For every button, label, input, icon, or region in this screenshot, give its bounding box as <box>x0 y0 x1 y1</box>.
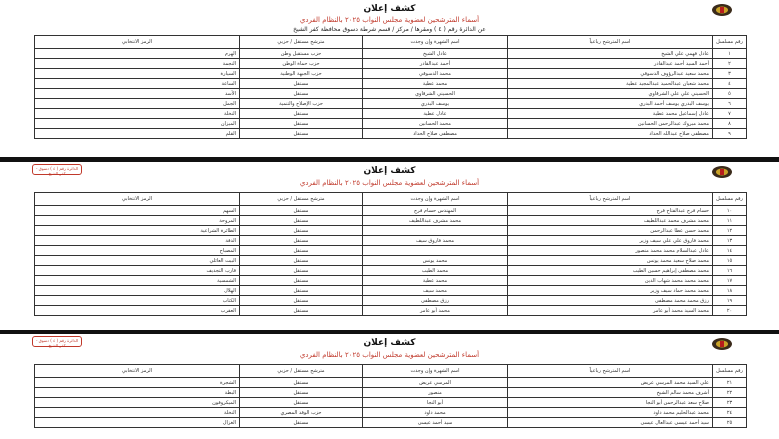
cell-name: محمد فاروق علي علي سيف وزير <box>508 236 713 246</box>
cell-symbol: الطائرة الشراعية <box>35 226 240 236</box>
cell-affiliation: حزب حماة الوطن <box>240 59 363 69</box>
cell-symbol: المروحة <box>35 216 240 226</box>
table-row <box>35 398 747 408</box>
cell-affiliation: مستقل <box>240 418 363 428</box>
table-row <box>35 129 747 139</box>
table-row <box>35 296 747 306</box>
table-row <box>35 246 747 256</box>
cell-name: أشرف محمد سالم الشيخ <box>508 388 713 398</box>
cell-num: ٢٣ <box>713 398 747 408</box>
cell-affiliation: مستقل <box>240 206 363 216</box>
cell-name: عادل إسماعيل محمد عطية <box>508 109 713 119</box>
header-symbol: الرمز الانتخابي <box>35 193 240 206</box>
header-name: اسم المترشح رباعياً <box>508 36 713 49</box>
cell-symbol: السهم <box>35 206 240 216</box>
cell-fame: محمد الدسوقي <box>363 69 508 79</box>
candidates-table-1 <box>34 35 747 139</box>
district-stamp: الدائرة رقم ( ٤ ) دسوق - كفر الشيخ <box>32 164 82 175</box>
table-row <box>35 256 747 266</box>
header-affiliation: مترشح مستقل / حزبي <box>240 365 363 378</box>
cell-symbol: الساعة <box>35 79 240 89</box>
cell-symbol: النخلة <box>35 109 240 119</box>
cell-affiliation: مستقل <box>240 378 363 388</box>
cell-affiliation: مستقل <box>240 109 363 119</box>
cell-fame: محمد الحسانين <box>363 119 508 129</box>
cell-fame: محمد الطيب <box>363 266 508 276</box>
cell-num: ١٣ <box>713 236 747 246</box>
cell-num: ١٧ <box>713 276 747 286</box>
cell-symbol: الدفة <box>35 236 240 246</box>
cell-name: محمد السيد محمد أبو عامر <box>508 306 713 316</box>
cell-symbol: الكتاب <box>35 296 240 306</box>
cell-affiliation: مستقل <box>240 79 363 89</box>
table-row <box>35 216 747 226</box>
notice-subtitle: أسماء المترشحين لعضوية مجلس النواب ٢٠٢٥ بالنظام الفردي <box>299 179 480 187</box>
cell-symbol: البطة <box>35 388 240 398</box>
cell-name: صلاح سعد عبدالرحمن أبو النجا <box>508 398 713 408</box>
cell-symbol: النخلة <box>35 408 240 418</box>
table-row <box>35 49 747 59</box>
cell-name: علي السيد محمد المرسي عريض <box>508 378 713 388</box>
cell-symbol: الجمل <box>35 99 240 109</box>
cell-affiliation: مستقل <box>240 266 363 276</box>
cell-num: ١١ <box>713 216 747 226</box>
cell-affiliation: مستقل <box>240 388 363 398</box>
table-row <box>35 99 747 109</box>
cell-affiliation: مستقل <box>240 296 363 306</box>
cell-num: ٢٠ <box>713 306 747 316</box>
cell-fame: الحسيني الشرقاوي <box>363 89 508 99</box>
cell-name: محمد حسن عطا عبدالرحمن <box>508 226 713 236</box>
cell-num: ٨ <box>713 119 747 129</box>
cell-affiliation: مستقل <box>240 226 363 236</box>
cell-affiliation: مستقل <box>240 286 363 296</box>
cell-name: عادل عبدالسلام محمد محمد منصور <box>508 246 713 256</box>
cell-name: محمد سعيد عبدالرؤوف الدسوقي <box>508 69 713 79</box>
district-stamp: الدائرة رقم ( ٤ ) دسوق - كفر الشيخ <box>32 336 82 347</box>
cell-name: محمد مصطفى إبراهيم حسين الطيب <box>508 266 713 276</box>
table-row <box>35 286 747 296</box>
cell-symbol: العقرب <box>35 306 240 316</box>
cell-name: محمد عبدالحليم محمد داود <box>508 408 713 418</box>
cell-symbol: القلم <box>35 129 240 139</box>
cell-name: يوسف البدري يوسف أحمد البدري <box>508 99 713 109</box>
cell-name: محمد محمد حماد سيف وزير <box>508 286 713 296</box>
cell-fame: محمد مشرف عبداللطيف <box>363 216 508 226</box>
table-row <box>35 59 747 69</box>
cell-name: أحمد السيد أحمد عبدالقادر <box>508 59 713 69</box>
cell-affiliation: مستقل <box>240 129 363 139</box>
header-fame: اسم الشهرة وإن وجدت <box>363 36 508 49</box>
header-symbol: الرمز الانتخابي <box>35 365 240 378</box>
cell-num: ٢٥ <box>713 418 747 428</box>
cell-fame: أبو النجا <box>363 398 508 408</box>
cell-fame: رزق مصطفى <box>363 296 508 306</box>
cell-symbol: النجمة <box>35 59 240 69</box>
table-row <box>35 276 747 286</box>
cell-affiliation: مستقل <box>240 246 363 256</box>
candidates-table-2 <box>34 192 747 316</box>
cell-name: محمد مبروك عبدالرحمن الحسانين <box>508 119 713 129</box>
table-row <box>35 79 747 89</box>
header-affiliation: مترشح مستقل / حزبي <box>240 36 363 49</box>
cell-symbol: قارب التجديف <box>35 266 240 276</box>
notice-title: كشف إعلان <box>363 338 416 348</box>
notice-subtitle: أسماء المترشحين لعضوية مجلس النواب ٢٠٢٥ بالنظام الفردي <box>299 351 480 359</box>
cell-num: ١٦ <box>713 266 747 276</box>
header-name: اسم المترشح رباعياً <box>508 365 713 378</box>
cell-num: ٧ <box>713 109 747 119</box>
cell-fame: محمد سيف <box>363 286 508 296</box>
cell-fame <box>363 246 508 256</box>
cell-name: عادل فهمي علي الشيخ <box>508 49 713 59</box>
cell-num: ١٠ <box>713 206 747 216</box>
table-row <box>35 418 747 428</box>
cell-symbol: السيارة <box>35 69 240 79</box>
header-name: اسم المترشح رباعياً <box>508 193 713 206</box>
cell-fame: عادل الشيخ <box>363 49 508 59</box>
cell-symbol: الشمسية <box>35 276 240 286</box>
header-num: رقم مسلسل <box>713 36 747 49</box>
cell-symbol: الأسد <box>35 89 240 99</box>
cell-fame: المهندس حسام فرج <box>363 206 508 216</box>
notice-title: كشف إعلان <box>363 4 416 14</box>
cell-num: ٢ <box>713 59 747 69</box>
cell-affiliation: مستقل <box>240 119 363 129</box>
cell-name: حسام فرج عبدالفتاح فرج <box>508 206 713 216</box>
table-row <box>35 69 747 79</box>
table-header-row <box>35 36 747 49</box>
cell-num: ١٥ <box>713 256 747 266</box>
cell-affiliation: حزب مستقبل وطن <box>240 49 363 59</box>
cell-num: ٣ <box>713 69 747 79</box>
table-row <box>35 109 747 119</box>
cell-affiliation: مستقل <box>240 306 363 316</box>
table-row <box>35 236 747 246</box>
cell-name: رزق محمد محمد مصطفى <box>508 296 713 306</box>
cell-fame: عادل عطية <box>363 109 508 119</box>
table-row <box>35 119 747 129</box>
cell-affiliation: مستقل <box>240 236 363 246</box>
cell-symbol: الغزال <box>35 418 240 428</box>
cell-fame: مصطفى صلاح الحداد <box>363 129 508 139</box>
cell-affiliation: مستقل <box>240 398 363 408</box>
document-page-1 <box>0 0 779 157</box>
cell-symbol: الميزان <box>35 119 240 129</box>
cell-name: محمد محمد محمد شهاب الدين <box>508 276 713 286</box>
cell-num: ٢٢ <box>713 388 747 398</box>
header-fame: اسم الشهرة وإن وجدت <box>363 193 508 206</box>
document-page-2 <box>0 162 779 330</box>
cell-fame: محمد يونس <box>363 256 508 266</box>
cell-fame <box>363 226 508 236</box>
cell-fame: محمد عطية <box>363 276 508 286</box>
header-num: رقم مسلسل <box>713 193 747 206</box>
cell-name: محمد صلاح سعيد محمد يونس <box>508 256 713 266</box>
header-num: رقم مسلسل <box>713 365 747 378</box>
cell-affiliation: مستقل <box>240 89 363 99</box>
cell-num: ١٨ <box>713 286 747 296</box>
cell-name: محمد شعبان عبدالحميد عبدالمجيد عطية <box>508 79 713 89</box>
cell-fame: محمد عطية <box>363 79 508 89</box>
cell-fame: محمد فاروق سيف <box>363 236 508 246</box>
cell-num: ٢٤ <box>713 408 747 418</box>
table-header-row <box>35 193 747 206</box>
cell-fame: محمد أبو عامر <box>363 306 508 316</box>
table-row <box>35 266 747 276</box>
cell-name: الحسيني علي علي الشرقاوي <box>508 89 713 99</box>
cell-affiliation: حزب الإصلاح والتنمية <box>240 99 363 109</box>
cell-fame: أحمد عبدالقادر <box>363 59 508 69</box>
cell-fame: منصور <box>363 388 508 398</box>
cell-name: سيد أحمد عيسى عبدالعال عيسى <box>508 418 713 428</box>
cell-num: ١٢ <box>713 226 747 236</box>
header-affiliation: مترشح مستقل / حزبي <box>240 193 363 206</box>
cell-affiliation: حزب الوفد المصري <box>240 408 363 418</box>
cell-num: ١ <box>713 49 747 59</box>
cell-symbol: البيت العائلي <box>35 256 240 266</box>
table-row <box>35 89 747 99</box>
cell-num: ٩ <box>713 129 747 139</box>
cell-affiliation: حزب الجبهة الوطنية <box>240 69 363 79</box>
cell-num: ٤ <box>713 79 747 89</box>
cell-symbol: الشجرة <box>35 378 240 388</box>
cell-symbol: المصباح <box>35 246 240 256</box>
table-row <box>35 378 747 388</box>
cell-symbol: الهرم <box>35 49 240 59</box>
district-line: عن الدائرة رقم ( ٤ ) ومقرها / مركز / قسم شرطة دسوق محافظة كفر الشيخ <box>293 26 486 33</box>
cell-num: ٢١ <box>713 378 747 388</box>
cell-affiliation: مستقل <box>240 276 363 286</box>
notice-subtitle: أسماء المترشحين لعضوية مجلس النواب ٢٠٢٥ بالنظام الفردي <box>299 16 480 24</box>
candidates-table-3 <box>34 364 747 428</box>
table-row <box>35 206 747 216</box>
cell-fame: سيد أحمد عيسى <box>363 418 508 428</box>
cell-affiliation: مستقل <box>240 256 363 266</box>
cell-num: ٦ <box>713 99 747 109</box>
table-header-row <box>35 365 747 378</box>
document-page-3 <box>0 334 779 439</box>
notice-title: كشف إعلان <box>363 166 416 176</box>
cell-num: ٥ <box>713 89 747 99</box>
cell-fame: المرسي عريض <box>363 378 508 388</box>
cell-fame: يوسف البدري <box>363 99 508 109</box>
cell-num: ١٤ <box>713 246 747 256</box>
table-row <box>35 388 747 398</box>
cell-symbol: الهلال <box>35 286 240 296</box>
table-row <box>35 408 747 418</box>
cell-num: ١٩ <box>713 296 747 306</box>
header-fame: اسم الشهرة وإن وجدت <box>363 365 508 378</box>
cell-symbol: الميكروفون <box>35 398 240 408</box>
cell-fame: محمد داود <box>363 408 508 418</box>
cell-name: محمد مشرف محمد عبداللطيف <box>508 216 713 226</box>
cell-name: مصطفى صلاح عبدالله الحداد <box>508 129 713 139</box>
table-row <box>35 226 747 236</box>
header-symbol: الرمز الانتخابي <box>35 36 240 49</box>
table-row <box>35 306 747 316</box>
cell-affiliation: مستقل <box>240 216 363 226</box>
